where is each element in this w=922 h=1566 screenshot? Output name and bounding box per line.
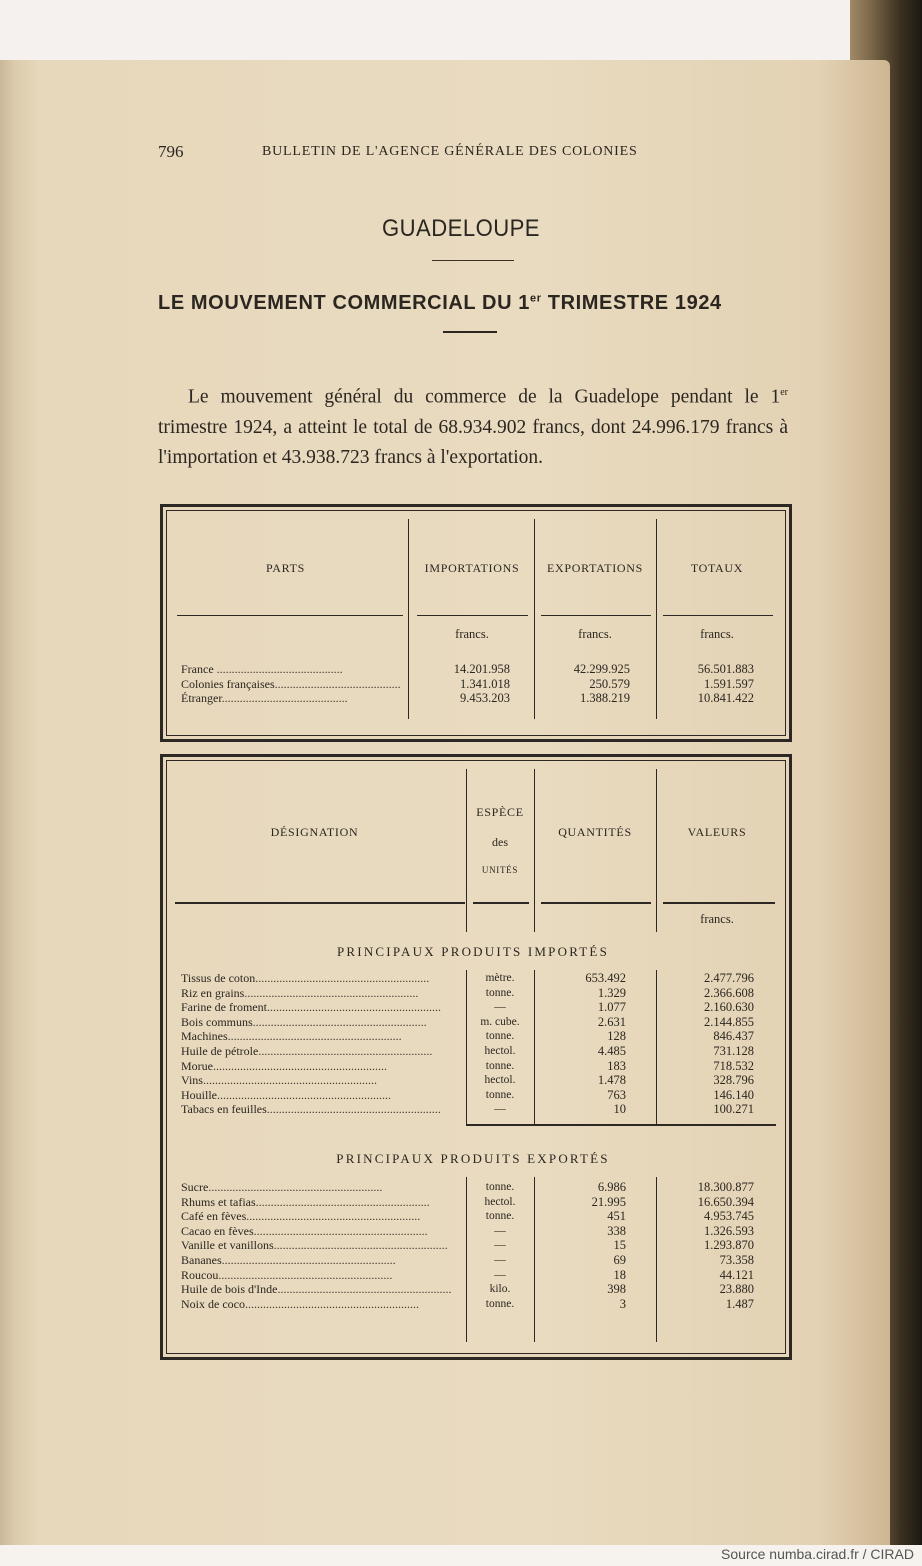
header-valeurs: VALEURS bbox=[687, 825, 747, 839]
product-quantity: 763 bbox=[607, 1087, 626, 1102]
product-quantity: 4.485 bbox=[597, 1044, 626, 1058]
table-row-label: Étranger.......................................... bbox=[181, 691, 348, 706]
export-value: 250.579 bbox=[589, 676, 630, 691]
export-value: 42.299.925 bbox=[573, 662, 630, 676]
header-importations: IMPORTATIONS bbox=[424, 561, 520, 575]
imports-section-title: PRINCIPAUX PRODUITS IMPORTÉS bbox=[337, 944, 609, 959]
total-value: 1.591.597 bbox=[704, 676, 754, 691]
unit-label: francs. bbox=[578, 627, 612, 641]
product-name: Bois communs.......................................................... bbox=[181, 1014, 427, 1029]
export-value: 1.388.219 bbox=[580, 691, 630, 706]
product-unit: tonne. bbox=[485, 1181, 515, 1193]
product-name: Houille.......................................................... bbox=[181, 1087, 391, 1102]
product-unit: hectol. bbox=[484, 1074, 516, 1087]
title-rule bbox=[432, 260, 514, 261]
product-unit: — bbox=[494, 1239, 506, 1252]
product-name: Sucre.......................................................... bbox=[181, 1180, 383, 1194]
product-value: 2.160.630 bbox=[704, 1000, 754, 1015]
product-quantity: 69 bbox=[613, 1253, 626, 1267]
subtitle-rule bbox=[443, 331, 497, 333]
header-rule bbox=[663, 902, 775, 904]
header-rule bbox=[541, 615, 651, 616]
col-divider bbox=[534, 769, 535, 932]
product-value: 18.300.877 bbox=[697, 1180, 754, 1194]
product-value: 23.880 bbox=[719, 1282, 754, 1297]
import-value: 14.201.958 bbox=[453, 662, 510, 676]
header-parts: PARTS bbox=[265, 561, 306, 575]
product-name: Rhums et tafias.......................................................... bbox=[181, 1194, 430, 1209]
header-rule bbox=[663, 615, 773, 616]
product-quantity: 6.986 bbox=[597, 1180, 626, 1194]
product-value: 846.437 bbox=[713, 1029, 754, 1044]
header-exportations: EXPORTATIONS bbox=[546, 561, 644, 575]
header-rule bbox=[175, 902, 465, 904]
unit-label: francs. bbox=[455, 627, 489, 641]
col-divider bbox=[408, 519, 409, 719]
product-value: 2.477.796 bbox=[704, 971, 754, 985]
product-quantity: 15 bbox=[613, 1238, 626, 1253]
running-title: BULLETIN DE L'AGENCE GÉNÉRALE DES COLONIES bbox=[262, 144, 638, 159]
product-name: Morue.......................................................... bbox=[181, 1058, 387, 1073]
table-row-label: Colonies françaises.......................................... bbox=[181, 676, 401, 691]
product-value: 4.953.745 bbox=[704, 1209, 754, 1224]
article-title: GUADELOUPE bbox=[382, 215, 540, 242]
product-value: 16.650.394 bbox=[697, 1194, 754, 1209]
products-table bbox=[160, 754, 792, 1360]
product-name: Machines.......................................................... bbox=[181, 1029, 402, 1044]
total-value: 10.841.422 bbox=[697, 691, 754, 706]
product-unit: hectol. bbox=[484, 1195, 516, 1208]
product-unit: — bbox=[494, 1268, 506, 1281]
product-unit: tonne. bbox=[485, 1088, 515, 1101]
source-credit: Source numba.cirad.fr / CIRAD bbox=[721, 1546, 914, 1562]
product-name: Tissus de coton.......................................................... bbox=[181, 971, 430, 985]
header-rule bbox=[473, 902, 529, 904]
product-quantity: 338 bbox=[607, 1223, 626, 1238]
product-unit: tonne. bbox=[485, 986, 515, 999]
col-divider bbox=[656, 769, 657, 932]
product-value: 73.358 bbox=[719, 1253, 754, 1267]
product-value: 146.140 bbox=[713, 1087, 754, 1102]
total-value: 56.501.883 bbox=[697, 662, 754, 676]
product-name: Noix de coco.......................................................... bbox=[181, 1296, 419, 1311]
product-value: 731.128 bbox=[713, 1044, 754, 1058]
unit-label: francs. bbox=[700, 627, 734, 641]
scanner-background bbox=[0, 0, 922, 64]
product-unit: hectol. bbox=[484, 1045, 516, 1057]
header-unites: UNITÉS bbox=[481, 865, 519, 875]
product-quantity: 183 bbox=[607, 1058, 626, 1073]
table-row-label: France .......................................... bbox=[181, 662, 343, 676]
product-value: 2.144.855 bbox=[704, 1014, 754, 1029]
product-unit: — bbox=[494, 1224, 506, 1237]
product-unit: tonne. bbox=[485, 1059, 515, 1072]
header-espece: ESPÈCE bbox=[476, 805, 524, 819]
header-totaux: TOTAUX bbox=[690, 561, 744, 575]
product-value: 718.532 bbox=[713, 1058, 754, 1073]
product-quantity: 10 bbox=[613, 1102, 626, 1117]
product-value: 100.271 bbox=[713, 1102, 754, 1117]
product-unit: tonne. bbox=[485, 1297, 515, 1310]
product-quantity: 128 bbox=[607, 1029, 626, 1044]
product-name: Bananes.......................................................... bbox=[181, 1253, 396, 1267]
import-value: 9.453.203 bbox=[460, 691, 510, 706]
product-value: 1.487 bbox=[725, 1296, 754, 1311]
product-name: Vanille et vanillons.......................................................... bbox=[181, 1238, 448, 1253]
product-unit: — bbox=[494, 1001, 506, 1014]
product-unit: tonne. bbox=[485, 1210, 515, 1223]
product-name: Farine de froment.......................................................... bbox=[181, 1000, 441, 1015]
intro-paragraph: Le mouvement général du commerce de la Guadelope pendant le 1er trimestre 1924, a atteint le total de 68.934.902 francs, dont 24.996.179 francs à l'importation et 43.938.723 francs à l'exportation. bbox=[158, 386, 788, 468]
product-value: 1.293.870 bbox=[704, 1238, 754, 1253]
product-unit: mètre. bbox=[485, 972, 515, 984]
exports-section-title: PRINCIPAUX PRODUITS EXPORTÉS bbox=[336, 1151, 610, 1166]
header-rule bbox=[417, 615, 528, 616]
header-quantites: QUANTITÉS bbox=[558, 825, 632, 839]
product-quantity: 1.077 bbox=[597, 1000, 626, 1015]
product-name: Cacao en fèves.......................................................... bbox=[181, 1223, 428, 1238]
product-quantity: 18 bbox=[613, 1267, 626, 1282]
product-quantity: 451 bbox=[607, 1209, 626, 1224]
product-unit: tonne. bbox=[485, 1030, 515, 1043]
product-quantity: 653.492 bbox=[585, 971, 626, 985]
product-name: Roucou.......................................................... bbox=[181, 1267, 393, 1282]
product-unit: — bbox=[494, 1103, 506, 1116]
page-number: 796 bbox=[158, 142, 184, 161]
product-quantity: 398 bbox=[607, 1282, 626, 1297]
product-name: Huile de pétrole.......................................................... bbox=[181, 1044, 433, 1058]
col-divider bbox=[466, 769, 467, 932]
product-quantity: 1.478 bbox=[597, 1073, 626, 1088]
product-name: Café en fèves.......................................................... bbox=[181, 1209, 421, 1224]
product-name: Huile de bois d'Inde.......................................................... bbox=[181, 1282, 452, 1297]
product-quantity: 2.631 bbox=[597, 1014, 626, 1029]
header-designation: DÉSIGNATION bbox=[270, 825, 359, 839]
product-name: Vins.......................................................... bbox=[181, 1073, 377, 1088]
product-name: Tabacs en feuilles.......................................................... bbox=[181, 1102, 441, 1117]
header-des: des bbox=[492, 835, 508, 849]
product-value: 1.326.593 bbox=[704, 1223, 754, 1238]
imports-end-rule bbox=[466, 1124, 776, 1126]
product-value: 328.796 bbox=[713, 1073, 754, 1088]
header-rule bbox=[177, 615, 403, 616]
product-unit: — bbox=[494, 1254, 506, 1266]
product-value: 44.121 bbox=[719, 1267, 754, 1282]
product-name: Riz en grains.......................................................... bbox=[181, 985, 419, 1000]
product-value: 2.366.608 bbox=[704, 985, 754, 1000]
header-rule bbox=[541, 902, 651, 904]
value-unit: francs. bbox=[700, 912, 734, 926]
product-quantity: 3 bbox=[619, 1296, 626, 1311]
product-quantity: 21.995 bbox=[591, 1194, 626, 1209]
article-subtitle: LE MOUVEMENT COMMERCIAL DU 1er TRIMESTRE 1924 bbox=[158, 292, 722, 314]
parts-table bbox=[160, 504, 792, 742]
product-unit: m. cube. bbox=[480, 1015, 520, 1028]
product-quantity: 1.329 bbox=[597, 985, 626, 1000]
product-unit: kilo. bbox=[489, 1283, 511, 1296]
import-value: 1.341.018 bbox=[460, 676, 510, 691]
